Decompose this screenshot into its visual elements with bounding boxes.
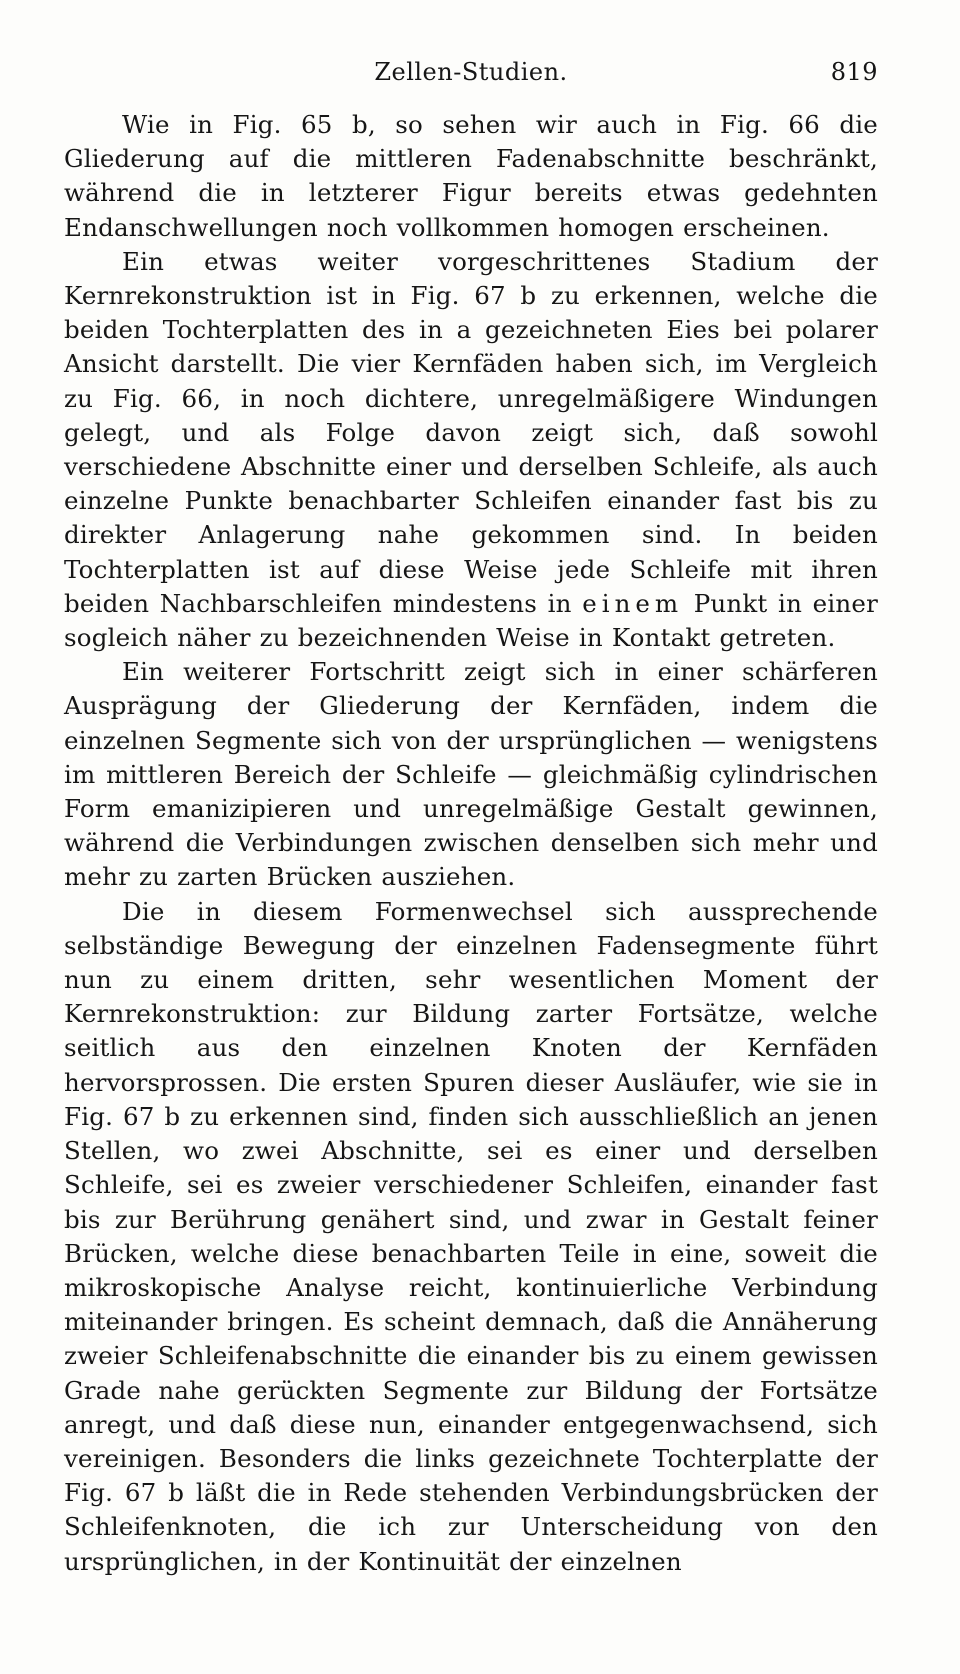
paragraph-1: Wie in Fig. 65 b, so sehen wir auch in Fig. 66 die Gliederung auf die mittleren Fadenabschnitte beschränkt, während die in letzterer Figur bereits etwas gedehnten Endanschwellungen noch vollkommen homogen erscheinen.	[64, 110, 878, 242]
body-text	[64, 108, 878, 1579]
running-header	[64, 52, 878, 92]
paragraph-4: Die in diesem Formenwechsel sich aussprechende selbständige Bewegung der einzelnen Fadensegmente führt nun zu einem dritten, sehr wesentlichen Moment der Kernrekonstruktion: zur Bildung zarter Fortsätze, welche seitlich aus den einzelnen Knoten der Kernfäden hervorsprossen. Die ersten Spuren dieser Ausläufer, wie sie in Fig. 67 b zu erkennen sind, finden sich ausschließlich an jenen Stellen, wo zwei Abschnitte, sei es einer und derselben Schleife, sei es zweier verschiedener Schleifen, einander fast bis zur Berührung genähert sind, und zwar in Gestalt feiner Brücken, welche diese benachbarten Teile in eine, soweit die mikroskopische Analyse reicht, kontinuierliche Verbindung miteinander bringen. Es scheint demnach, daß die Annäherung zweier Schleifenabschnitte die einander bis zu einem gewissen Grade nahe gerückten Segmente zur Bildung der Fortsätze anregt, und daß diese nun, einander entgegenwachsend, sich vereinigen. Besonders die links gezeichnete Tochterplatte der Fig. 67 b läßt die in Rede stehenden Verbindungsbrücken der Schleifenknoten, die ich zur Unterscheidung von den ursprünglichen, in der Kontinuität der einzelnen	[64, 896, 878, 1576]
paragraph-2-text-end: Punkt in einer sogleich näher zu bezeichnenden Weise in Kontakt getreten.	[64, 588, 878, 653]
paragraph-3: Ein weiterer Fortschritt zeigt sich in einer schärferen Ausprägung der Gliederung der Kernfäden, indem die einzelnen Segmente sich von der ursprünglichen — wenigstens im mittleren Bereich der Schleife — gleichmäßig cylindrischen Form emanizipieren und unregelmäßige Gestalt gewinnen, während die Verbindungen zwischen denselben sich mehr und mehr zu zarten Brücken ausziehen.	[64, 657, 878, 892]
paragraph-2-text: Ein etwas weiter vorgeschrittenes Stadium der Kernrekonstruktion ist in Fig. 67 b zu erkennen, welche die beiden Tochterplatten des in a gezeichneten Eies bei polarer Ansicht darstellt. Die vier Kernfäden haben sich, im Vergleich zu Fig. 66, in noch dichtere, unregelmäßigere Windungen gelegt, und als Folge davon zeigt sich, daß sowohl verschiedene Abschnitte einer und derselben Schleife, als auch einzelne Punkte benachbarter Schleifen einander fast bis zu direkter Anlagerung nahe gekommen sind. In beiden Tochterplatten ist auf diese Weise jede Schleife mit ihren beiden Nachbarschleifen mindestens in	[64, 246, 878, 618]
emphasized-word: einem	[582, 588, 684, 618]
page-number: 819	[830, 58, 878, 86]
running-title: Zellen-Studien.	[374, 58, 568, 86]
paragraph-2	[64, 245, 878, 655]
